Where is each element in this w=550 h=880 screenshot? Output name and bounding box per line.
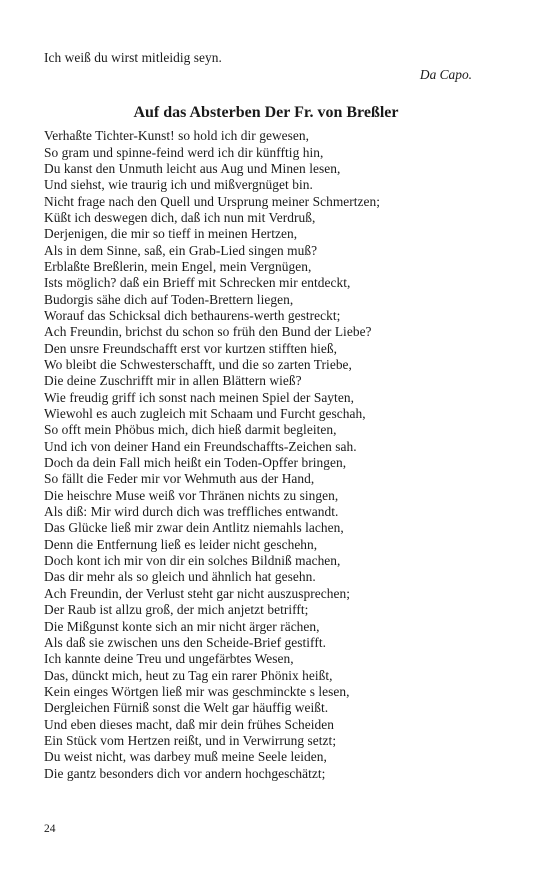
poem-line: Und eben dieses macht, daß mir dein frühes Scheiden — [44, 716, 334, 732]
poem-line: So offt mein Phöbus mich, dich hieß darmit begleiten, — [44, 422, 337, 438]
poem-line: Denn die Entfernung ließ es leider nicht geschehn, — [44, 536, 318, 552]
poem-line: Und siehst, wie traurig ich und mißvergnüget bin. — [44, 177, 313, 193]
poem-line: Du weist nicht, was darbey muß meine Seele leiden, — [44, 749, 327, 765]
poem-line: Und ich von deiner Hand ein Freundschaffts-Zeichen sah. — [44, 438, 357, 454]
poem-line: Die gantz besonders dich vor andern hochgeschätzt; — [44, 765, 326, 781]
poem-line: Dergleichen Fürniß sonst die Welt gar häuffig weißt. — [44, 700, 329, 716]
poem-line: Erblaßte Breßlerin, mein Engel, mein Vergnügen, — [44, 258, 312, 274]
page-number: 24 — [44, 823, 56, 835]
poem-line: Der Raub ist allzu groß, der mich anjetzt betrifft; — [44, 602, 309, 618]
poem-line: Das, dünckt mich, heut zu Tag ein rarer Phönix heißt, — [44, 667, 333, 683]
poem-line: Den unsre Freundschafft erst vor kurtzen stifften hieß, — [44, 340, 338, 356]
poem-line: Wiewohl es auch zugleich mit Schaam und Furcht geschah, — [44, 406, 366, 422]
poem-line: Als diß: Mir wird durch dich was treffliches entwandt. — [44, 504, 339, 520]
poem-line: Ein Stück vom Hertzen reißt, und in Verwirrung setzt; — [44, 732, 337, 748]
poem-line: Küßt ich deswegen dich, daß ich nun mit Verdruß, — [44, 209, 316, 225]
poem-line: Doch kont ich mir von dir ein solches Bildniß machen, — [44, 553, 341, 569]
poem-line: Wie freudig griff ich sonst nach meinen Spiel der Sayten, — [44, 389, 354, 405]
poem-line: Du kanst den Unmuth leicht aus Aug und Minen lesen, — [44, 160, 341, 176]
poem-text — [44, 128, 476, 782]
poem-line: Die deine Zuschrifft mir in allen Blättern wieß? — [44, 373, 302, 389]
preceding-poem-last-line: Ich weiß du wirst mitleidig seyn. — [44, 50, 222, 65]
poem-line: So fällt die Feder mir vor Wehmuth aus der Hand, — [44, 471, 315, 487]
poem-line: Worauf das Schicksal dich bethaurens-werth gestreckt; — [44, 307, 341, 323]
poem-line: Ich kannte deine Treu und ungefärbtes Wesen, — [44, 651, 294, 667]
poem-line: Als in dem Sinne, saß, ein Grab-Lied singen muß? — [44, 242, 318, 258]
poem-line: Kein einges Wörtgen ließ mir was geschminckte s lesen, — [44, 683, 350, 699]
poem-line: Die heischre Muse weiß vor Thränen nichts zu singen, — [44, 487, 339, 503]
poem-title: Auf das Absterben Der Fr. von Breßler — [133, 104, 399, 122]
poem-line: Ach Freundin, brichst du schon so früh den Bund der Liebe? — [44, 324, 372, 340]
poem-line: Derjenigen, die mir so tieff in meinen Hertzen, — [44, 226, 298, 242]
poem-line: Das dir mehr als so gleich und ähnlich hat gesehn. — [44, 569, 316, 585]
poem-line: Ists möglich? daß ein Brieff mit Schrecken mir entdeckt, — [44, 275, 351, 291]
poem-line: Verhaßte Tichter-Kunst! so hold ich dir gewesen, — [44, 128, 310, 144]
poem-line: Das Glücke ließ mir zwar dein Antlitz niemahls lachen, — [44, 520, 344, 536]
poem-line: Die Mißgunst konte sich an mir nicht ärger rächen, — [44, 618, 320, 634]
poem-line: Ach Freundin, der Verlust steht gar nicht auszusprechen; — [44, 585, 350, 601]
poem-line: Wo bleibt die Schwesterschafft, und die so zarten Triebe, — [44, 357, 352, 372]
poem-line: Budorgis sähe dich auf Toden-Brettern liegen, — [44, 291, 294, 307]
poem-line: So gram und spinne-feind werd ich dir künfftig hin, — [44, 144, 324, 160]
page-body — [44, 50, 476, 782]
poem-line: Nicht frage nach den Quell und Ursprung meiner Schmertzen; — [44, 193, 381, 209]
da-capo-mark: Da Capo. — [419, 66, 472, 82]
poem-line: Als daß sie zwischen uns den Scheide-Brief gestifft. — [44, 634, 326, 650]
poem-line: Doch da dein Fall mich heißt ein Toden-Opffer bringen, — [44, 455, 347, 471]
